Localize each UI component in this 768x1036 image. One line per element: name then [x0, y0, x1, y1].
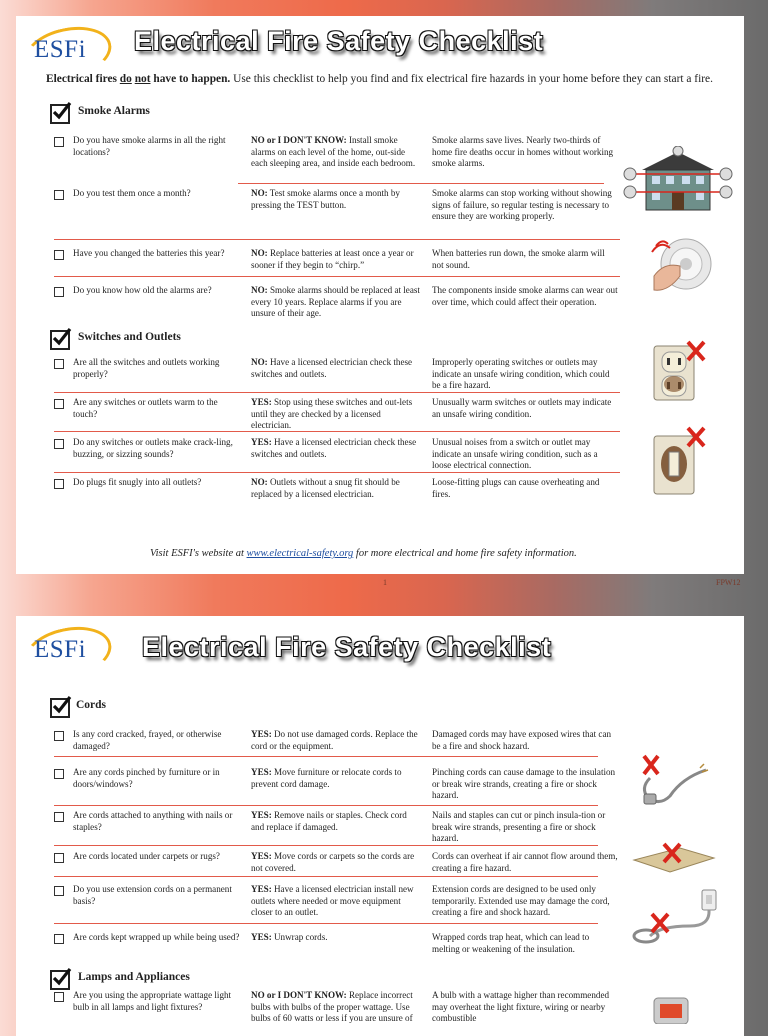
row-answer: YES: Move cords or carpets so the cords are not covered.: [251, 851, 415, 873]
page-title: Electrical Fire Safety Checklist: [142, 632, 552, 662]
row-info: Damaged cords may have exposed wires that can be a fire and shock hazard.: [432, 729, 612, 751]
row-question: Are you using the appropriate wattage light bulb in all lamps and light fixtures?: [73, 990, 232, 1012]
esfi-website-link[interactable]: www.electrical-safety.org: [246, 548, 354, 559]
row-info: Pinching cords can cause damage to the insulation or break wire strands, creating a fire or shock hazard.: [432, 767, 616, 801]
checkbox[interactable]: [54, 934, 64, 944]
smoke-alarm-test-icon: [650, 236, 712, 294]
row-divider: [238, 183, 604, 184]
checkbox[interactable]: [54, 853, 64, 863]
footer-text: Visit ESFI's website at www.electrical-safety.org for more electrical and home fire safety information.: [150, 548, 577, 559]
section-checkbox-icon: [50, 698, 70, 718]
row-divider: [54, 392, 620, 393]
esfi-logo: [24, 26, 106, 70]
checklist-page-2: [16, 616, 744, 1036]
row-answer: YES: Have a licensed electrician check these switches and outlets.: [251, 437, 417, 459]
row-answer: YES: Remove nails or staples. Check cord and replace if damaged.: [251, 810, 407, 832]
row-question: Are cords kept wrapped up while being used?: [73, 932, 240, 942]
checkbox[interactable]: [54, 399, 64, 409]
damaged-cord-icon: [630, 748, 710, 812]
row-answer: NO: Test smoke alarms once a month by pressing the TEST button.: [251, 188, 400, 210]
row-info: Unusual noises from a switch or outlet may indicate an unsafe wiring condition, such as a loose electrical connection.: [432, 437, 598, 471]
intro-text: Electrical fires do not have to happen. Use this checklist to help you find and fix electrical fire hazards in your home before they can start a fire.: [46, 73, 713, 85]
checkbox[interactable]: [54, 992, 64, 1002]
section-title: Switches and Outlets: [78, 331, 181, 343]
page-number: 1: [383, 578, 387, 587]
lamp-appliance-icon: [648, 994, 694, 1024]
page-title: Electrical Fire Safety Checklist: [134, 26, 544, 56]
row-divider: [54, 876, 598, 877]
doc-code: FPW12: [716, 578, 741, 587]
row-answer: NO: Have a licensed electrician check these switches and outlets.: [251, 357, 413, 379]
row-question: Do you use extension cords on a permanent basis?: [73, 884, 232, 906]
row-info: The components inside smoke alarms can wear out over time, which could affect their operation.: [432, 285, 618, 307]
row-answer: YES: Do not use damaged cords. Replace the cord or the equipment.: [251, 729, 418, 751]
row-question: Are any switches or outlets warm to the touch?: [73, 397, 218, 419]
checkbox[interactable]: [54, 769, 64, 779]
row-divider: [54, 239, 620, 240]
checkbox[interactable]: [54, 479, 64, 489]
row-answer: YES: Move furniture or relocate cords to prevent cord damage.: [251, 767, 402, 789]
row-question: Are all the switches and outlets working properly?: [73, 357, 220, 379]
esfi-logo: [24, 626, 106, 670]
row-question: Do you know how old the alarms are?: [73, 285, 212, 295]
row-question: Are any cords pinched by furniture or in doors/windows?: [73, 767, 220, 789]
checkbox[interactable]: [54, 886, 64, 896]
row-question: Have you changed the batteries this year?: [73, 248, 225, 258]
row-divider: [54, 845, 598, 846]
checkbox[interactable]: [54, 359, 64, 369]
row-info: Smoke alarms can stop working without showing signs of failure, so regular testing is necessary to ensure they are working properly.: [432, 188, 612, 222]
row-answer: NO: Smoke alarms should be replaced at least every 10 years. Replace alarms if you are unsure of their age.: [251, 285, 420, 319]
row-info: Improperly operating switches or outlets may indicate an unsafe wiring condition, which could be a fire hazard.: [432, 357, 610, 391]
checkbox[interactable]: [54, 439, 64, 449]
row-answer: YES: Unwrap cords.: [251, 932, 328, 942]
extension-cord-icon: [630, 886, 722, 948]
section-checkbox-icon: [50, 330, 70, 350]
row-question: Do you have smoke alarms in all the right locations?: [73, 135, 226, 157]
row-info: Smoke alarms save lives. Nearly two-thirds of home fire deaths occur in homes without working smoke alarms.: [432, 135, 614, 169]
row-answer: NO or I DON'T KNOW: Install smoke alarms on each level of the home, out-side each sleeping area, and inside each bedroom.: [251, 135, 416, 169]
row-question: Do any switches or outlets make crack-ling, buzzing, or sizzing sounds?: [73, 437, 233, 459]
row-answer: YES: Have a licensed electrician install new outlets where needed or move equipment closer to an outlet.: [251, 884, 414, 918]
row-divider: [54, 472, 620, 473]
checkbox[interactable]: [54, 250, 64, 260]
section-title: Lamps and Appliances: [78, 971, 190, 983]
row-answer: NO or I DON'T KNOW: Replace incorrect bulbs with bulbs of the proper wattage. Use bulbs of 60 watts or less if you are unsure of: [251, 990, 413, 1024]
row-info: Loose-fitting plugs can cause overheating and fires.: [432, 477, 600, 499]
row-divider: [54, 431, 620, 432]
row-divider: [54, 923, 598, 924]
cord-under-rug-icon: [630, 838, 716, 876]
checkbox[interactable]: [54, 812, 64, 822]
logo-text: ESFi: [34, 36, 87, 63]
row-info: Cords can overheat if air cannot flow around them, creating a fire hazard.: [432, 851, 618, 873]
row-question: Are cords located under carpets or rugs?: [73, 851, 220, 861]
row-info: Extension cords are designed to be used only temporarily. Extended use may damage the cord, creating a fire and shock hazard.: [432, 884, 610, 918]
row-divider: [54, 276, 620, 277]
row-question: Are cords attached to anything with nails or staples?: [73, 810, 233, 832]
section-title: Smoke Alarms: [78, 105, 150, 117]
checkbox[interactable]: [54, 731, 64, 741]
checkbox[interactable]: [54, 137, 64, 147]
switch-warning-icon: [650, 424, 708, 498]
row-question: Do plugs fit snugly into all outlets?: [73, 477, 202, 487]
row-question: Do you test them once a month?: [73, 188, 191, 198]
row-info: Wrapped cords trap heat, which can lead to melting or weakening of the insulation.: [432, 932, 590, 954]
row-info: When batteries run down, the smoke alarm will not sound.: [432, 248, 605, 270]
row-answer: YES: Stop using these switches and out-lets until they are checked by a licensed electrician.: [251, 397, 413, 431]
row-divider: [54, 756, 598, 757]
outlet-warning-icon: [650, 338, 708, 404]
checkbox[interactable]: [54, 190, 64, 200]
checklist-page-1: [16, 16, 744, 574]
row-question: Is any cord cracked, frayed, or otherwise damaged?: [73, 729, 222, 751]
section-title: Cords: [76, 699, 107, 711]
checkbox[interactable]: [54, 287, 64, 297]
section-checkbox-icon: [50, 970, 70, 990]
row-info: Unusually warm switches or outlets may indicate an unsafe wiring condition.: [432, 397, 612, 419]
section-checkbox-icon: [50, 104, 70, 124]
row-info: Nails and staples can cut or pinch insula-tion or break wire strands, presenting a fire or shock hazard.: [432, 810, 606, 844]
row-answer: NO: Outlets without a snug fit should be replaced by a licensed electrician.: [251, 477, 400, 499]
row-answer: NO: Replace batteries at least once a year or sooner if they begin to “chirp.”: [251, 248, 414, 270]
row-divider: [54, 805, 598, 806]
logo-text: ESFi: [34, 636, 87, 663]
row-info: A bulb with a wattage higher than recommended may overheat the light fixture, wiring or nearby combustible: [432, 990, 610, 1024]
house-smoke-alarm-icon: [620, 146, 736, 212]
